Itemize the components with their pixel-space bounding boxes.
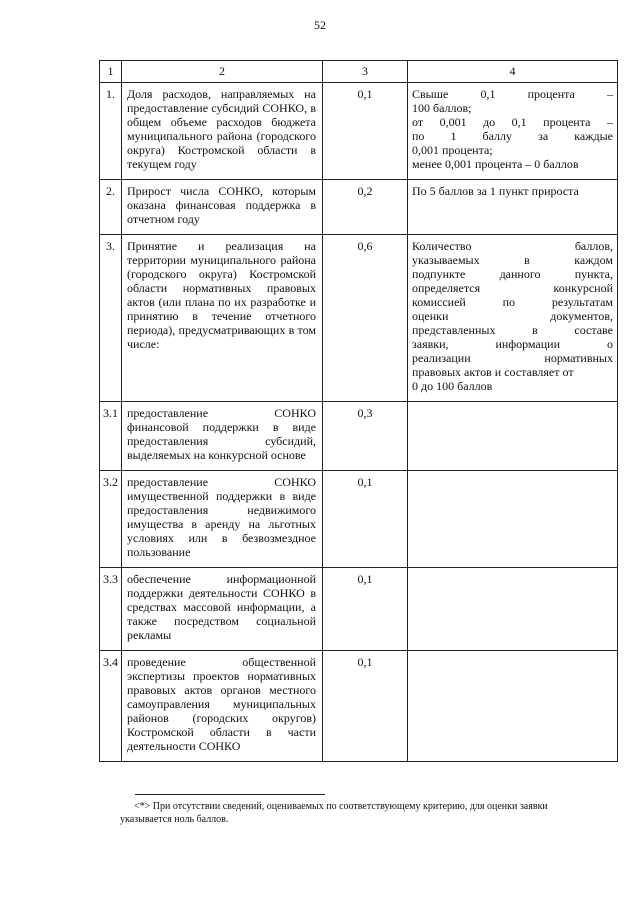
description-word: 0,1: [511, 115, 527, 129]
table-row: [100, 235, 618, 402]
description-word: данного: [499, 267, 541, 281]
footnote-line: указывается ноль баллов.: [120, 814, 229, 825]
table-row: [100, 402, 618, 471]
weight-value: 0,1: [323, 568, 408, 651]
description-line: менее 0,001 процента – 0 баллов: [412, 157, 579, 171]
scoring-description: [408, 402, 618, 471]
description-word: заявки,: [412, 337, 449, 351]
description-word: нормативных: [544, 351, 613, 365]
description-word: каждые: [574, 129, 613, 143]
description-line: [412, 115, 613, 129]
scoring-description: [408, 471, 618, 568]
description-word: до: [483, 115, 496, 129]
description-line: [412, 253, 613, 267]
table-row: [100, 83, 618, 180]
description-word: за: [538, 129, 549, 143]
description-word: пункта,: [574, 267, 613, 281]
description-word: подпункте: [412, 267, 466, 281]
description-word: процента: [527, 87, 575, 101]
table-header-row: [100, 61, 618, 83]
table-row: [100, 471, 618, 568]
description-word: результатам: [551, 295, 613, 309]
criterion-name: Доля расходов, направляемых на предоставление субсидий СОНКО, в общем объеме расходов бюджета муниципального района (городского округа) Костромской области в текущем году: [122, 83, 323, 180]
description-word: представленных: [412, 323, 496, 337]
description-word: реализации: [412, 351, 471, 365]
row-number: 3.3: [100, 568, 122, 651]
row-number: 1.: [100, 83, 122, 180]
page-number: 52: [314, 18, 326, 32]
criterion-name: Принятие и реализация на территории муниципального района (городского округа) Костромской области нормативных правовых актов (или плана по их разработке и принятию в течение отчетного периода), предусматривающих в том числе:: [122, 235, 323, 402]
description-word: процента: [543, 115, 591, 129]
description-word: от: [412, 115, 424, 129]
description-word: составе: [574, 323, 613, 337]
scoring-description: [408, 568, 618, 651]
description-line: [412, 337, 613, 351]
description-word: информации: [495, 337, 561, 351]
weight-value: 0,1: [323, 471, 408, 568]
description-line: [412, 239, 613, 253]
description-word: указываемых: [412, 253, 480, 267]
description-word: документов,: [550, 309, 613, 323]
criterion-name: обеспечение информационной поддержки деятельности СОНКО в средствах массовой информации, а также посредством социальной рекламы: [122, 568, 323, 651]
description-word: по: [412, 129, 425, 143]
description-line: 0,001 процента;: [412, 143, 493, 157]
column-header: 1: [100, 61, 122, 83]
scoring-description: [408, 180, 618, 235]
description-line: По 5 баллов за 1 пункт прироста: [412, 184, 579, 198]
column-header: 3: [323, 61, 408, 83]
description-word: –: [607, 87, 613, 101]
scoring-description: [408, 235, 618, 402]
description-line: [412, 309, 613, 323]
description-line: [412, 351, 613, 365]
description-line: 100 баллов;: [412, 101, 472, 115]
weight-value: 0,3: [323, 402, 408, 471]
footnote-line: <*> При отсутствии сведений, оцениваемых по соответствующему критерию, для оценки заявки: [134, 801, 548, 812]
description-word: –: [606, 115, 613, 129]
description-line: [412, 87, 613, 101]
description-line: [412, 129, 613, 143]
description-line: правовых актов и составляет от: [412, 365, 574, 379]
weight-value: 0,1: [323, 83, 408, 180]
row-number: 2.: [100, 180, 122, 235]
table-row: [100, 651, 618, 762]
description-word: 0,1: [480, 87, 496, 101]
description-word: конкурсной: [553, 281, 613, 295]
row-number: 3.2: [100, 471, 122, 568]
weight-value: 0,1: [323, 651, 408, 762]
criterion-name: Прирост числа СОНКО, которым оказана финансовая поддержка в отчетном году: [122, 180, 323, 235]
description-word: баллу: [482, 129, 513, 143]
description-line: [412, 323, 613, 337]
column-header: 4: [408, 61, 618, 83]
description-word: определяется: [412, 281, 481, 295]
row-number: 3.: [100, 235, 122, 402]
description-word: 0,001: [439, 115, 467, 129]
description-line: [412, 281, 613, 295]
table-row: [100, 568, 618, 651]
description-word: каждом: [574, 253, 613, 267]
criterion-name: проведение общественной экспертизы проектов нормативных правовых актов органов местного самоуправления муниципальных районов (городских округов) Костромской области в части деятельности СОНКО: [122, 651, 323, 762]
footnote-separator: [135, 794, 325, 795]
column-header: 2: [122, 61, 323, 83]
criterion-name: предоставление СОНКО имущественной поддержки в виде предоставления недвижимого имущества в аренду на льготных условиях или в безвозмездное пользование: [122, 471, 323, 568]
description-line: 0 до 100 баллов: [412, 379, 493, 393]
table-row: [100, 180, 618, 235]
row-number: 3.4: [100, 651, 122, 762]
description-word: о: [607, 337, 613, 351]
description-word: оценки: [412, 309, 449, 323]
description-word: Количество: [412, 239, 472, 253]
description-word: 1: [450, 129, 457, 143]
description-word: баллов,: [574, 239, 613, 253]
footnote: [120, 800, 598, 826]
criteria-table: [99, 60, 618, 762]
description-word: комиссией: [412, 295, 466, 309]
row-number: 3.1: [100, 402, 122, 471]
description-word: в: [532, 323, 538, 337]
weight-value: 0,6: [323, 235, 408, 402]
description-word: в: [524, 253, 530, 267]
description-line: [412, 295, 613, 309]
description-word: по: [502, 295, 516, 309]
weight-value: 0,2: [323, 180, 408, 235]
description-word: Свыше: [412, 87, 449, 101]
criterion-name: предоставление СОНКО финансовой поддержки в виде предоставления субсидий, выделяемых на конкурсной основе: [122, 402, 323, 471]
scoring-description: [408, 651, 618, 762]
description-line: [412, 267, 613, 281]
scoring-description: [408, 83, 618, 180]
